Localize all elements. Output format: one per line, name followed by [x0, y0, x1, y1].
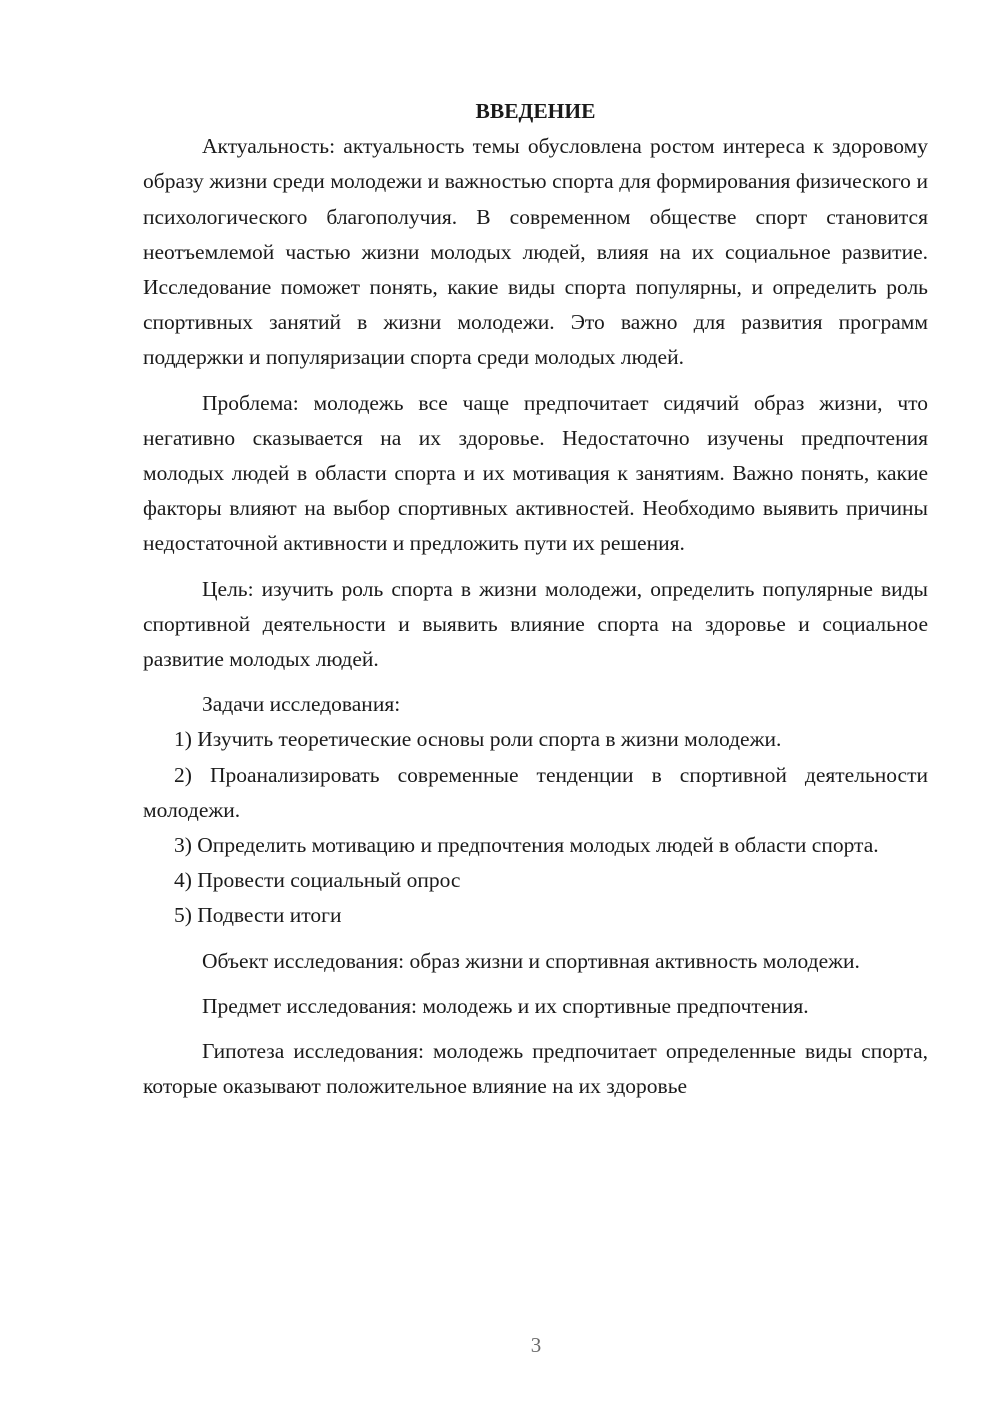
page-number: 3 [530, 1333, 542, 1357]
tasks-heading: Задачи исследования: [202, 692, 401, 717]
document-page [143, 94, 928, 1104]
tasks-list [143, 722, 928, 933]
page-title: ВВЕДЕНИЕ [475, 99, 596, 123]
paragraph-subject: Предмет исследования: молодежь и их спортивные предпочтения. [202, 993, 809, 1018]
paragraph-hypothesis: Гипотеза исследования: молодежь предпочитает определенные виды спорта, которые оказывают положительное влияние на их здоровье [143, 1039, 928, 1099]
list-item: 2) Проанализировать современные тенденции в спортивной деятельности молодежи. [143, 762, 928, 822]
paragraph-object: Объект исследования: образ жизни и спортивная активность молодежи. [202, 948, 860, 973]
list-item: 5) Подвести итоги [174, 903, 342, 928]
list-item: 4) Провести социальный опрос [174, 868, 461, 893]
paragraph-problem: Проблема: молодежь все чаще предпочитает сидячий образ жизни, что негативно сказывается на их здоровье. Недостаточно изучены предпочтения молодых людей в области спорта и их мотивация к занятиям. Важно понять, какие факторы влияют на выбор спортивных активностей. Необходимо выявить причины недостаточной активности и предложить пути их решения. [143, 390, 928, 556]
list-item: 3) Определить мотивацию и предпочтения молодых людей в области спорта. [174, 833, 879, 858]
paragraph-goal: Цель: изучить роль спорта в жизни молодежи, определить популярные виды спортивной деятельности и выявить влияние спорта на здоровье и социальное развитие молодых людей. [143, 576, 928, 672]
paragraph-relevance: Актуальность: актуальность темы обусловлена ростом интереса к здоровому образу жизни среди молодежи и важностью спорта для формирования физического и психологического благополучия. В современном обществе спорт становится неотъемлемой частью жизни молодых людей, влияя на их социальное развитие. Исследование поможет понять, какие виды спорта популярны, и определить роль спортивных занятий в жизни молодежи. Это важно для развития программ поддержки и популяризации спорта среди молодых людей. [143, 134, 928, 370]
list-item: 1) Изучить теоретические основы роли спорта в жизни молодежи. [174, 727, 782, 752]
